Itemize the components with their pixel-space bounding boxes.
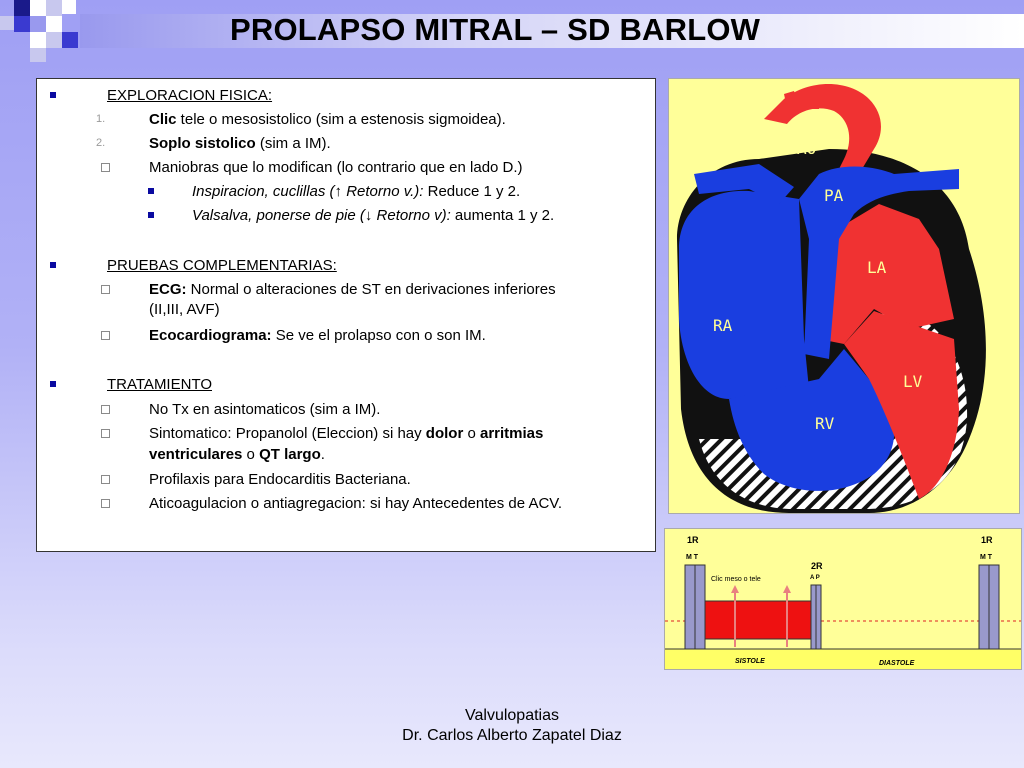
- hollow-square-icon: [101, 163, 110, 172]
- label-1r-right: 1R: [981, 535, 993, 545]
- label-rv: RV: [815, 414, 835, 433]
- label-lv: LV: [903, 372, 923, 391]
- corner-decoration: [0, 0, 90, 62]
- list-item-anticoagulacion: Aticoagulacion o antiagregacion: si hay Antecedentes de ACV.: [149, 495, 562, 512]
- label-mt-right: M T: [980, 554, 993, 561]
- label-ao: AO: [797, 139, 817, 158]
- list-item-no-tx: No Tx en asintomaticos (sim a IM).: [149, 401, 380, 418]
- list-item-profilaxis: Profilaxis para Endocarditis Bacteriana.: [149, 471, 411, 488]
- list-item-sintomatico: Sintomatico: Propanolol (Eleccion) si hay dolor o arritmias: [149, 425, 543, 442]
- list-item-maniobras: Maniobras que lo modifican (lo contrario que en lado D.): [149, 159, 523, 176]
- section-heading-exploracion: EXPLORACION FISICA:: [107, 87, 272, 104]
- list-number: 2.: [96, 137, 106, 149]
- label-systole: SISTOLE: [735, 658, 765, 665]
- footer-line-1: Valvulopatias: [465, 707, 559, 724]
- footer: [380, 706, 644, 746]
- list-item-eco: Ecocardiograma: Se ve el prolapso con o son IM.: [149, 327, 486, 344]
- content-panel: [36, 78, 656, 552]
- footer-line-2: Dr. Carlos Alberto Zapatel Diaz: [402, 727, 622, 744]
- hollow-square-icon: [101, 429, 110, 438]
- label-la: LA: [867, 258, 887, 277]
- label-pa: PA: [824, 186, 844, 205]
- sub-item-inspiracion: Inspiracion, cuclillas (↑ Retorno v.): Reduce 1 y 2.: [192, 183, 520, 200]
- label-2r: 2R: [811, 561, 823, 571]
- sub-item-valsalva: Valsalva, ponerse de pie (↓ Retorno v): aumenta 1 y 2.: [192, 207, 554, 224]
- list-item-sintomatico-cont: ventriculares o QT largo.: [149, 446, 325, 463]
- label-click: Clic meso o tele: [711, 576, 761, 583]
- phonocardiogram: [665, 529, 1021, 669]
- bullet-square-icon: [148, 212, 154, 218]
- label-ap: A P: [810, 575, 820, 581]
- hollow-square-icon: [101, 331, 110, 340]
- hollow-square-icon: [101, 285, 110, 294]
- label-diastole: DIASTOLE: [879, 660, 915, 667]
- section-heading-tratamiento: TRATAMIENTO: [107, 376, 212, 393]
- bullet-square-icon: [148, 188, 154, 194]
- list-item-ecg: ECG: Normal o alteraciones de ST en derivaciones inferiores: [149, 281, 556, 298]
- list-number: 1.: [96, 113, 106, 125]
- hollow-square-icon: [101, 405, 110, 414]
- heart-diagram: [668, 78, 1020, 514]
- hollow-square-icon: [101, 499, 110, 508]
- list-item-ecg-cont: (II,III, AVF): [149, 301, 220, 318]
- label-1r-left: 1R: [687, 535, 699, 545]
- hollow-square-icon: [101, 475, 110, 484]
- bullet-square-icon: [50, 262, 56, 268]
- phonocardiogram-diagram: [664, 528, 1022, 670]
- list-item-clic: 1. Clic tele o mesosistolico (sim a estenosis sigmoidea).: [96, 111, 506, 128]
- bullet-square-icon: [50, 381, 56, 387]
- label-ra: RA: [713, 316, 733, 335]
- page-title: PROLAPSO MITRAL – SD BARLOW: [230, 12, 761, 47]
- label-mt-left: M T: [686, 554, 699, 561]
- list-item-soplo: 2. Soplo sistolico (sim a IM).: [96, 135, 331, 152]
- bullet-square-icon: [50, 92, 56, 98]
- heart-illustration: [669, 79, 1019, 513]
- section-heading-pruebas: PRUEBAS COMPLEMENTARIAS:: [107, 257, 337, 274]
